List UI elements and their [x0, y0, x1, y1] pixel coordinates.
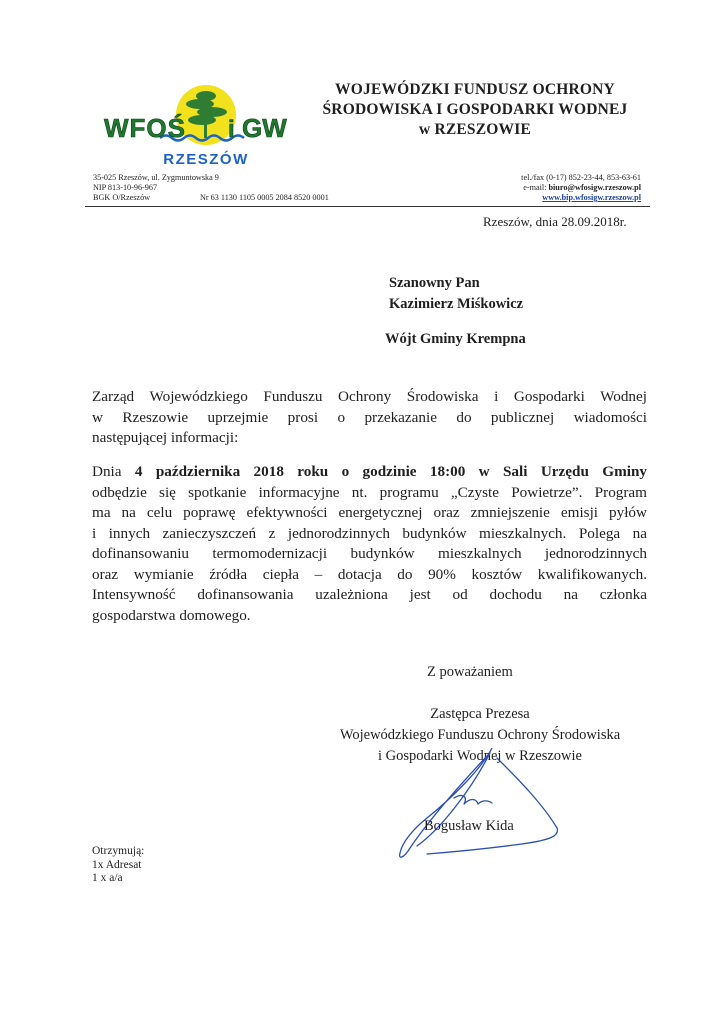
recipients-list: [92, 845, 144, 886]
addressee-name: Kazimierz Miśkowicz: [389, 296, 524, 312]
addressee-salutation: Szanowny Pan: [389, 275, 480, 291]
addressee: [389, 273, 523, 315]
email-address[interactable]: biuro@wfosigw.rzeszow.pl: [548, 183, 641, 192]
wfosigw-logo: [96, 82, 296, 172]
logo-acronym-right: GW: [242, 113, 287, 143]
body-line: dofinansowaniu termomodernizacji budynków mieszkalnych jednorodzinnych: [92, 545, 647, 562]
letter-date: Rzeszów, dnia 28.09.2018r.: [483, 214, 627, 229]
letterhead-divider: [85, 206, 650, 207]
bank-account-number: Nr 63 1130 1105 0005 2084 8520 0001: [200, 193, 329, 202]
body-line: oraz wymianie źródła ciepła – dotacja do 90% kosztów kwalifikowanych.: [92, 565, 647, 583]
address-line: 35-025 Rzeszów, ul. Zygmuntowska 9: [93, 173, 219, 182]
addressee-office: Wójt Gminy Krempna: [385, 331, 526, 347]
address-line: NIP 813-10-96-967: [93, 183, 158, 192]
meeting-announcement-line: [92, 462, 647, 483]
logo-connector: i: [228, 116, 235, 143]
body-paragraph-1: [92, 387, 647, 449]
body-line: i innych zanieczyszczeń z jednorodzinnych budynków mieszkalnych. Polega na: [92, 524, 647, 542]
signatory-title-line: Wojewódzkiego Funduszu Ochrony Środowiska: [339, 727, 621, 743]
email-label: e-mail:: [523, 183, 547, 192]
organization-title-line: w RZESZOWIE: [418, 121, 532, 138]
address-line: BGK O/Rzeszów: [93, 193, 151, 202]
body-line: Zarząd Wojewódzkiego Funduszu Ochrony Środowiska i Gospodarki Wodnej: [92, 388, 647, 405]
body-paragraph-2: [92, 462, 647, 626]
recipient-item: 1 x a/a: [92, 872, 123, 884]
body-line: gospodarstwa domowego.: [92, 606, 251, 624]
organization-title-line: WOJEWÓDZKI FUNDUSZ OCHRONY: [335, 81, 615, 98]
logo-acronym-left: WFOŚ: [104, 113, 186, 143]
signer-name: Bogusław Kida: [424, 818, 514, 834]
organization-title: [300, 80, 650, 140]
recipients-heading: Otrzymują:: [92, 845, 145, 857]
signatory-title-line: i Gospodarki Wodnej w Rzeszowie: [378, 748, 582, 764]
recipient-item: 1x Adresat: [92, 858, 142, 871]
body-line: Intensywność dofinansowania uzależniona jest od dochodu na członka: [92, 586, 647, 603]
body-line: w Rzeszowie uprzejmie prosi o przekazanie do publicznej wiadomości: [92, 408, 647, 426]
email-line: [521, 183, 641, 193]
organization-contact: [521, 173, 641, 203]
body-line: następującej informacji:: [92, 429, 239, 446]
signatory-title-line: Zastępca Prezesa: [430, 706, 530, 722]
closing-phrase: Z poważaniem: [427, 664, 513, 680]
phone-fax: tel./fax (0-17) 852-23-44, 853-63-61: [521, 173, 641, 182]
body-line: odbędzie się spotkanie informacyjne nt. programu „Czyste Powietrze”. Program: [92, 483, 647, 501]
handwritten-signature: [372, 748, 572, 868]
logo-city: RZESZÓW: [163, 151, 249, 168]
website-link[interactable]: www.bip.wfosigw.rzeszow.pl: [542, 193, 641, 202]
meeting-prefix: Dnia: [92, 463, 135, 480]
meeting-date-place: 4 października 2018 roku o godzinie 18:00 w Sali Urzędu Gminy: [134, 463, 647, 480]
organization-title-line: ŚRODOWISKA I GOSPODARKI WODNEJ: [322, 101, 628, 118]
body-line: ma na celu poprawę efektywności energetycznej oraz zmniejszenie emisji pyłów: [92, 504, 647, 521]
